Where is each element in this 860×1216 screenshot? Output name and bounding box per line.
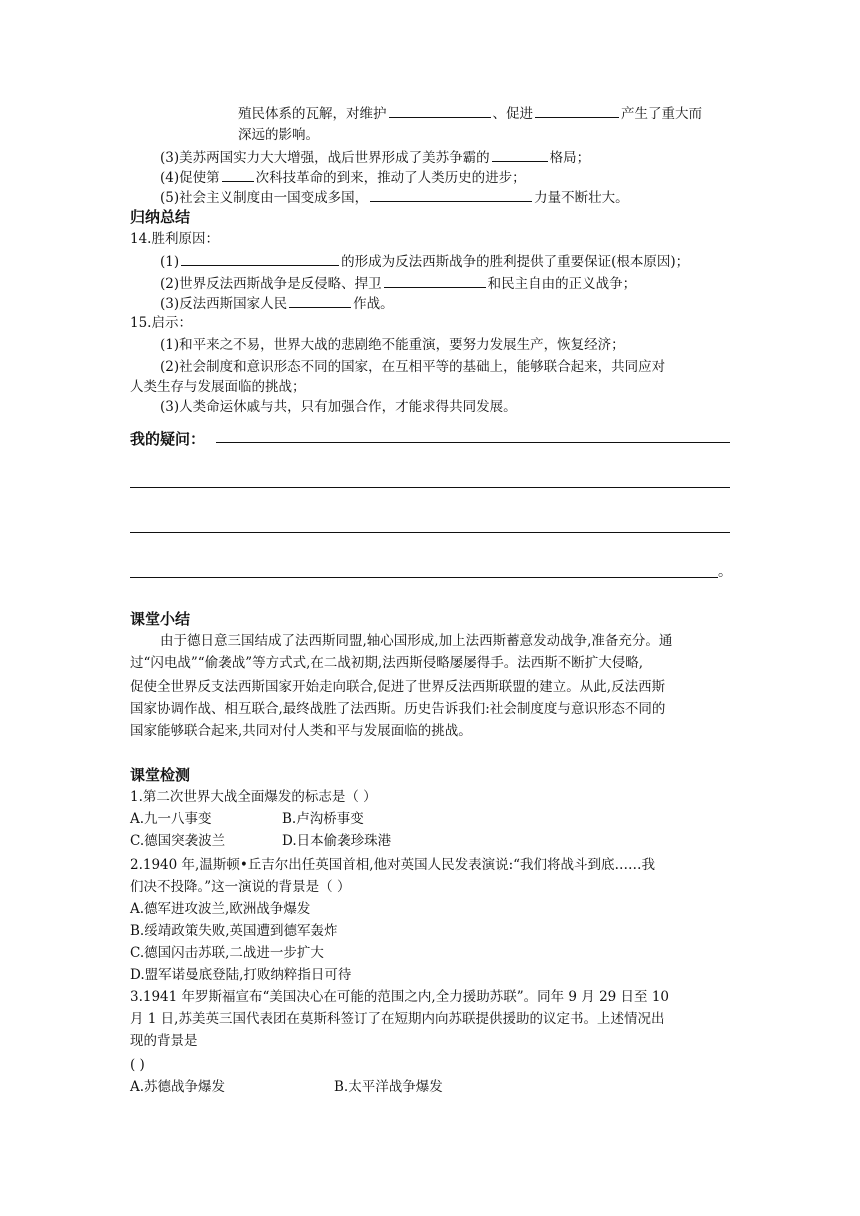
blank-3[interactable] — [492, 146, 548, 162]
class-summary-line-3: 促使全世界反支法西斯国家开始走向联合,促进了世界反法西斯联盟的建立。从此,反法西斯 — [130, 679, 666, 695]
question-answer-line-4[interactable] — [130, 577, 718, 578]
q3-answer-paren: ( ) — [130, 1057, 145, 1073]
q14-item-2 — [160, 272, 636, 294]
section-heading-summary: 归纳总结 — [130, 208, 191, 226]
upper-line-3-post: 格局； — [549, 150, 591, 166]
q1-option-a[interactable]: A.九一八事变 — [130, 811, 212, 827]
q14-item-3 — [160, 292, 394, 314]
q2-stem-line-2: 们决不投降。”这一演说的背景是（ ） — [130, 879, 351, 895]
q14-item-1-post: 的形成为反法西斯战争的胜利提供了重要保证(根本原因)； — [341, 254, 690, 270]
q15-item-1: (1)和平来之不易，世界大战的悲剧绝不能重演，要努力发展生产，恢复经济； — [160, 337, 625, 353]
q14-item-3-pre: (3)反法西斯国家人民 — [160, 296, 288, 312]
blank-5[interactable] — [370, 186, 532, 202]
q2-option-b[interactable]: B.绥靖政策失败,英国遭到德军轰炸 — [130, 923, 338, 939]
q15-item-3: (3)人类命运休戚与共，只有加强合作，才能求得共同发展。 — [160, 399, 517, 415]
upper-line-5-pre: (5)社会主义制度由一国变成多国， — [160, 190, 369, 206]
q3-stem-line-3: 现的背景是 — [130, 1033, 198, 1049]
class-summary-line-4: 国家协调作战、相互联合,最终战胜了法西斯。历史告诉我们:社会制度度与意识形态不同的 — [130, 701, 666, 717]
q14-item-2-pre: (2)世界反法西斯战争是反侵略、捍卫 — [160, 276, 382, 292]
upper-line-5-post: 力量不断壮大。 — [534, 190, 629, 206]
q3-stem-line-2: 月 1 日,苏美英三国代表团在莫斯科签订了在短期内向苏联提供援助的议定书。上述情况出 — [130, 1011, 665, 1027]
q3-stem-line-1: 3.1941 年罗斯福宣布“美国决心在可能的范围之内,全力援助苏联”。同年 9 月 29 日至 10 — [130, 989, 670, 1005]
upper-line-2: 深远的影响。 — [238, 127, 319, 143]
q1-option-b[interactable]: B.卢沟桥事变 — [282, 811, 364, 827]
blank-1[interactable] — [389, 102, 491, 118]
upper-line-4-post: 次科技革命的到来，推动了人类历史的进步； — [255, 170, 526, 186]
question-answer-line-1[interactable] — [216, 442, 730, 443]
blank-8[interactable] — [289, 292, 351, 308]
upper-line-1-mid: 、促进 — [492, 106, 533, 122]
q14-item-1 — [160, 250, 689, 272]
section-heading-class-test: 课堂检测 — [130, 766, 191, 784]
upper-line-5 — [160, 186, 629, 208]
blank-4[interactable] — [222, 166, 254, 182]
q2-option-d[interactable]: D.盟军诺曼底登陆,打败纳粹指日可待 — [130, 967, 352, 983]
q2-stem-line-1: 2.1940 年,温斯顿•丘吉尔出任英国首相,他对英国人民发表演说:“我们将战斗到底……我 — [130, 857, 656, 873]
upper-line-4 — [160, 166, 526, 188]
blank-2[interactable] — [535, 102, 619, 118]
question-end-mark: 。 — [718, 564, 732, 580]
q2-option-a[interactable]: A.德军进攻波兰,欧洲战争爆发 — [130, 901, 311, 917]
q14-item-2-post: 和民主自由的正义战争； — [487, 276, 637, 292]
q15-title: 15.启示： — [130, 315, 192, 331]
question-answer-line-2[interactable] — [130, 487, 730, 488]
upper-line-3-pre: (3)美苏两国实力大大增强，战后世界形成了美苏争霸的 — [160, 150, 490, 166]
blank-6[interactable] — [181, 250, 339, 266]
q15-item-2b: 人类生存与发展面临的挑战； — [130, 379, 306, 395]
upper-line-1-pre: 殖民体系的瓦解，对维护 — [238, 106, 387, 122]
class-summary-line-2: 过“闪电战”“偷袭战”等方式式,在二战初期,法西斯侵略屡屡得手。法西斯不断扩大侵略, — [130, 655, 643, 671]
upper-line-1 — [238, 102, 702, 124]
upper-line-4-pre: (4)促使第 — [160, 170, 220, 186]
q14-title: 14.胜利原因： — [130, 231, 219, 247]
class-summary-line-5: 国家能够联合起来,共同对付人类和平与发展面临的挑战。 — [130, 723, 472, 739]
q15-item-2a: (2)社会制度和意识形态不同的国家，在互相平等的基础上，能够联合起来，共同应对 — [160, 359, 666, 375]
q1-option-c[interactable]: C.德国突袭波兰 — [130, 833, 226, 849]
my-question-label: 我的疑问： — [130, 430, 206, 448]
section-heading-class-summary: 课堂小结 — [130, 610, 191, 628]
q14-item-1-pre: (1) — [160, 254, 180, 270]
question-answer-line-3[interactable] — [130, 532, 730, 533]
q3-option-b[interactable]: B.太平洋战争爆发 — [334, 1079, 443, 1095]
blank-7[interactable] — [384, 272, 486, 288]
upper-line-1-post: 产生了重大而 — [621, 106, 702, 122]
q2-option-c[interactable]: C.德国闪击苏联,二战进一步扩大 — [130, 945, 324, 961]
class-summary-line-1: 由于德日意三国结成了法西斯同盟,轴心国形成,加上法西斯蓄意发动战争,准备充分。通 — [160, 633, 673, 649]
upper-line-3 — [160, 146, 590, 168]
q3-option-a[interactable]: A.苏德战争爆发 — [130, 1079, 226, 1095]
q1-option-d[interactable]: D.日本偷袭珍珠港 — [282, 833, 392, 849]
q14-item-3-post: 作战。 — [353, 296, 394, 312]
q1-stem: 1.第二次世界大战全面爆发的标志是（ ） — [130, 789, 377, 805]
